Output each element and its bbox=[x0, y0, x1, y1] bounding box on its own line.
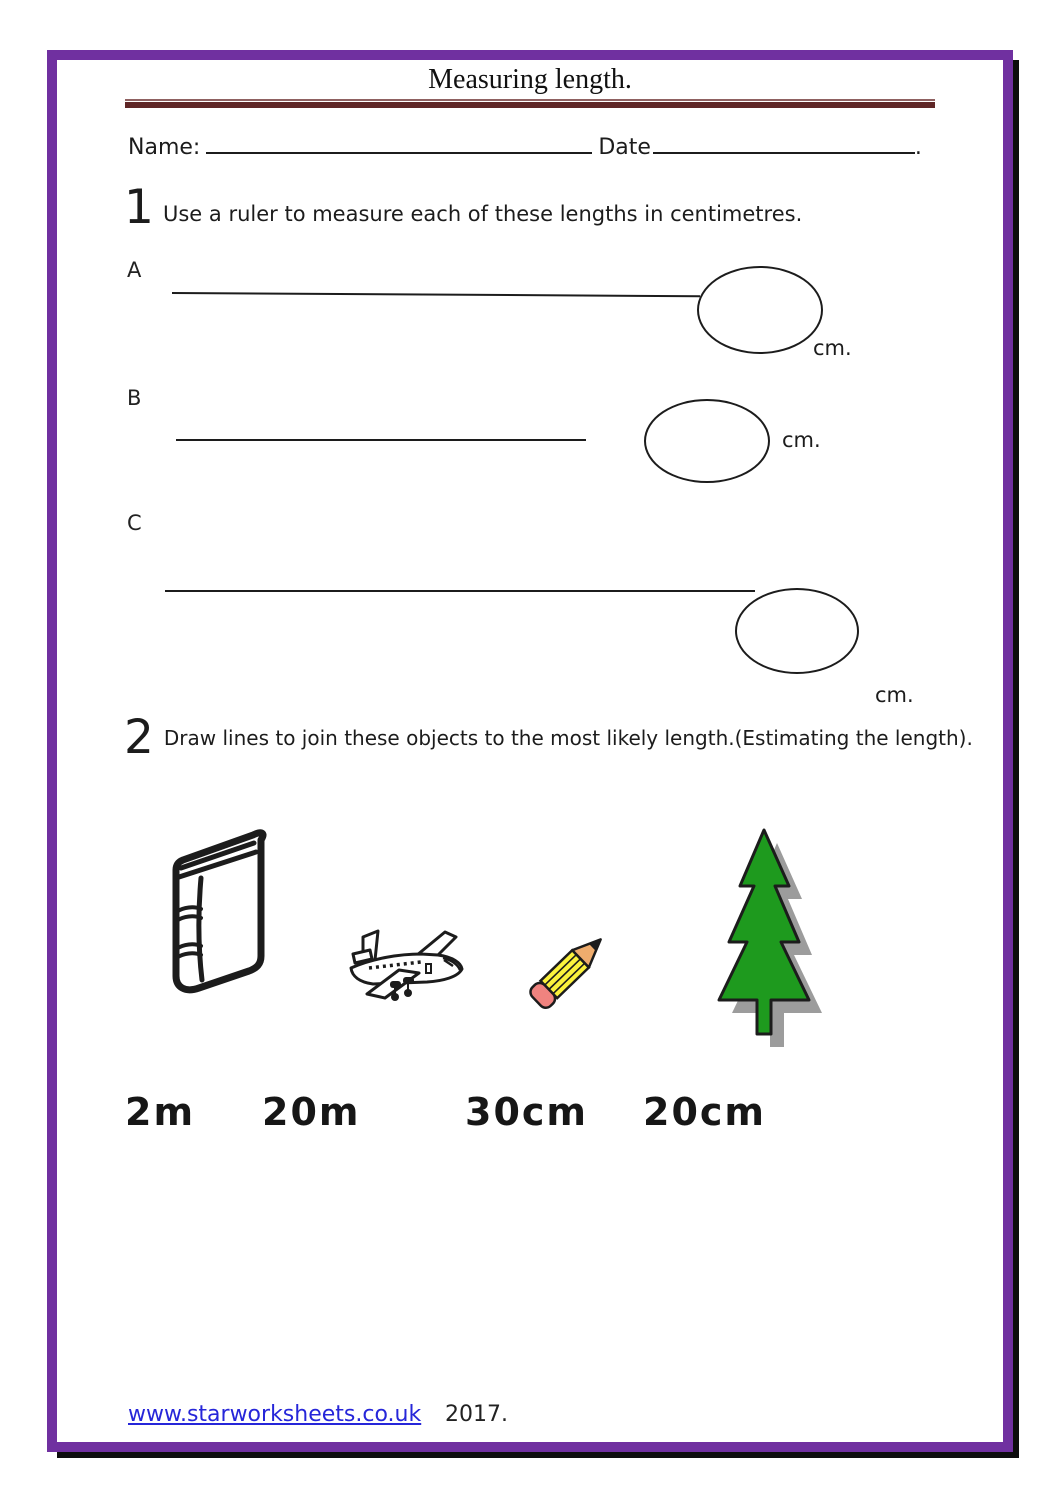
title-rule-thick-line bbox=[125, 102, 935, 108]
page-border-frame bbox=[47, 50, 1013, 1452]
page-title: Measuring length. bbox=[428, 64, 632, 95]
footer-year: 2017. bbox=[445, 1402, 508, 1427]
item-label-c: C bbox=[127, 511, 142, 535]
measure-line-a bbox=[172, 292, 700, 297]
measure-line-b bbox=[176, 439, 586, 441]
question-2 bbox=[124, 710, 976, 765]
question-1-instruction: Use a ruler to measure each of these lengths in centimetres. bbox=[163, 202, 803, 226]
unit-label-c: cm. bbox=[875, 683, 914, 707]
unit-label-a: cm. bbox=[813, 336, 852, 360]
date-period: . bbox=[914, 135, 922, 160]
question-1-number: 1 bbox=[124, 180, 154, 235]
item-label-b: B bbox=[127, 386, 142, 410]
option-label-30cm: 30cm bbox=[465, 1090, 589, 1134]
question-2-number: 2 bbox=[124, 710, 154, 765]
airplane-icon bbox=[333, 920, 468, 1010]
option-label-20m: 20m bbox=[262, 1090, 361, 1134]
date-label: Date bbox=[598, 135, 651, 160]
measure-line-c bbox=[165, 590, 755, 592]
date-blank-line bbox=[653, 134, 915, 154]
book-icon bbox=[157, 820, 292, 1010]
title-rule bbox=[125, 99, 935, 108]
answer-oval-a bbox=[697, 266, 823, 354]
unit-label-b: cm. bbox=[782, 428, 821, 452]
tree-icon bbox=[707, 824, 827, 1049]
footer-link[interactable]: www.starworksheets.co.uk bbox=[128, 1402, 422, 1427]
name-label: Name: bbox=[128, 135, 201, 160]
option-label-2m: 2m bbox=[125, 1090, 196, 1134]
option-label-20cm: 20cm bbox=[643, 1090, 767, 1134]
item-label-a: A bbox=[127, 258, 142, 282]
answer-oval-c bbox=[735, 588, 859, 674]
question-2-instruction: Draw lines to join these objects to the most likely length.(Estimating the length). bbox=[163, 726, 973, 750]
pencil-icon bbox=[523, 920, 615, 1020]
answer-oval-b bbox=[644, 399, 770, 483]
name-blank-line bbox=[206, 134, 592, 154]
name-date-row bbox=[128, 134, 922, 160]
